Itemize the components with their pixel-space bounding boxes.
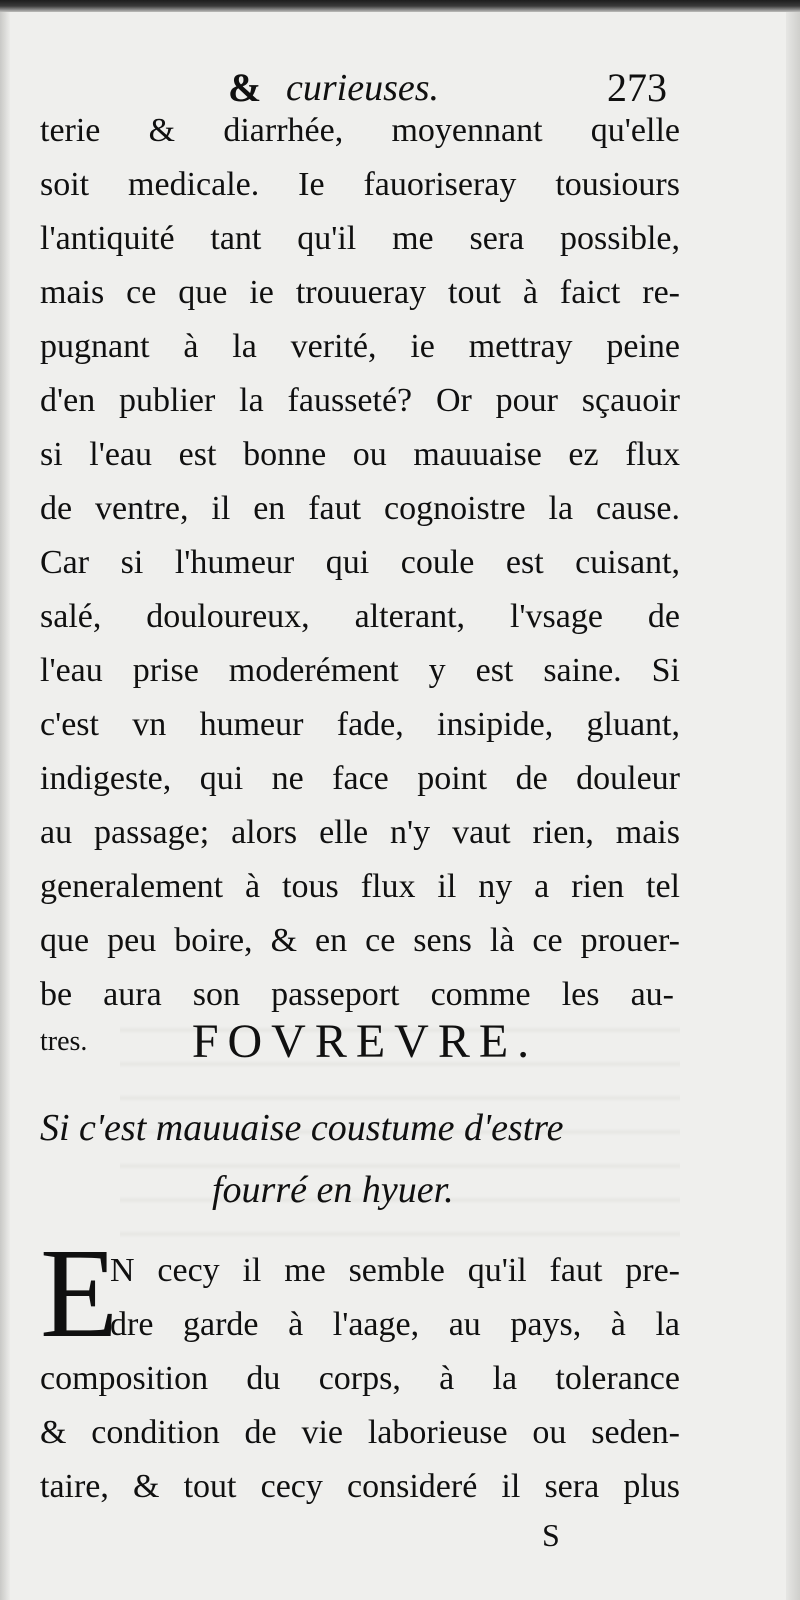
body-line: Car si l'humeur qui coule est cuisant, <box>40 544 680 581</box>
body-line: si l'eau est bonne ou mauuaise ez flux <box>40 436 680 473</box>
body-line: que peu boire, & en ce sens là ce prouer- <box>40 922 680 959</box>
header-ornament: & <box>228 65 262 110</box>
body-line: generalement à tous flux il ny a rien tel <box>40 868 680 905</box>
body-line: l'eau prise moderément y est saine. Si <box>40 652 680 689</box>
section-subtitle: Si c'est mauuaise coustume d'estre <box>40 1107 564 1149</box>
body-line: be aura son passeport comme les au- <box>40 976 674 1013</box>
section-subtitle: fourré en hyuer. <box>212 1169 454 1211</box>
body-line: de ventre, il en faut cognoistre la cause. <box>40 490 680 527</box>
body-line: soit medicale. Ie fauoriseray tousiours <box>40 166 680 203</box>
body-line: c'est vn humeur fade, insipide, gluant, <box>40 706 680 743</box>
paragraph-line: & condition de vie laborieuse ou seden- <box>40 1414 680 1451</box>
body-line: pugnant à la verité, ie mettray peine <box>40 328 680 365</box>
body-line: indigeste, qui ne face point de douleur <box>40 760 680 797</box>
drop-cap: E <box>40 1222 119 1364</box>
page-number: 273 <box>607 65 667 110</box>
body-line-last: tres. <box>40 1026 88 1057</box>
body-line: terie & diarrhée, moyennant qu'elle <box>40 112 680 149</box>
paragraph-line: dre garde à l'aage, au pays, à la <box>110 1306 680 1343</box>
body-line: d'en publier la fausseté? Or pour sçauoir <box>40 382 680 419</box>
body-line: mais ce que ie trouueray tout à faict re- <box>40 274 680 311</box>
body-line: l'antiquité tant qu'il me sera possible, <box>40 220 680 257</box>
body-line: au passage; alors elle n'y vaut rien, mais <box>40 814 680 851</box>
paragraph-line: taire, & tout cecy consideré il sera plus <box>40 1468 680 1505</box>
body-line: salé, douloureux, alterant, l'vsage de <box>40 598 680 635</box>
paragraph-line: composition du corps, à la tolerance <box>40 1360 680 1397</box>
signature-mark: S <box>542 1517 560 1553</box>
section-heading: FOVREVRE. <box>191 1015 539 1068</box>
running-title: curieuses. <box>286 67 440 109</box>
paragraph-line: N cecy il me semble qu'il faut pre- <box>110 1252 680 1289</box>
